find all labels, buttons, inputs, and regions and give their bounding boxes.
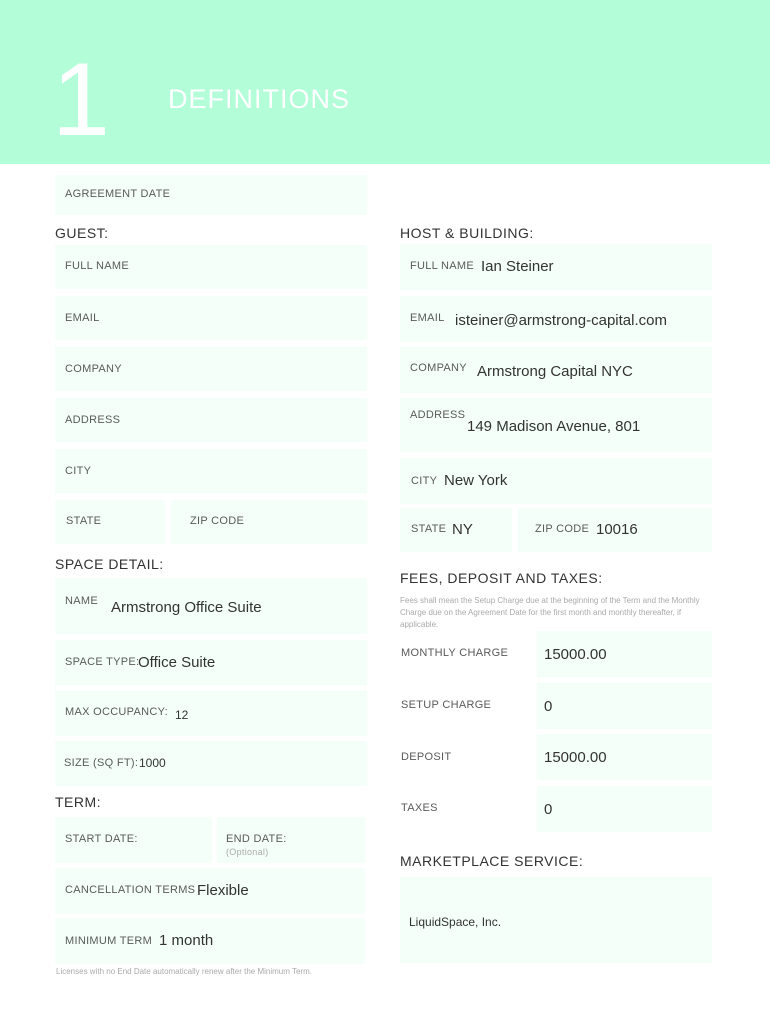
- monthly-charge-field[interactable]: [537, 631, 712, 677]
- host-zip-value: 10016: [596, 521, 638, 538]
- monthly-charge-label: MONTHLY CHARGE: [401, 647, 509, 659]
- monthly-charge-value: 15000.00: [544, 646, 607, 663]
- guest-city-field[interactable]: [55, 449, 367, 493]
- cancellation-terms-label: CANCELLATION TERMS: [65, 884, 196, 896]
- guest-state-field[interactable]: [55, 500, 165, 544]
- max-occupancy-field[interactable]: [55, 691, 367, 736]
- end-date-label: END DATE:: [226, 833, 287, 845]
- agreement-date-label: AGREEMENT DATE: [65, 188, 171, 200]
- host-company-label: COMPANY: [410, 362, 467, 374]
- guest-company-field[interactable]: [55, 347, 367, 391]
- host-state-value: NY: [452, 521, 473, 538]
- section-number: 1: [52, 42, 110, 158]
- space-type-label: SPACE TYPE:: [65, 656, 140, 668]
- host-state-field[interactable]: [400, 508, 512, 552]
- size-label: SIZE (SQ FT):: [64, 757, 139, 769]
- fees-heading: FEES, DEPOSIT AND TAXES:: [400, 570, 603, 586]
- start-date-field[interactable]: [55, 817, 212, 863]
- deposit-field[interactable]: [537, 734, 712, 780]
- host-city-field[interactable]: [400, 458, 712, 504]
- host-address-label: ADDRESS: [410, 409, 466, 421]
- deposit-label: DEPOSIT: [401, 751, 452, 763]
- space-type-value: Office Suite: [138, 654, 216, 671]
- cancellation-terms-value: Flexible: [197, 882, 249, 899]
- guest-full-name-field[interactable]: [55, 245, 367, 289]
- marketplace-field[interactable]: [400, 877, 712, 963]
- host-city-value: New York: [444, 472, 508, 489]
- guest-state-label: STATE: [66, 515, 102, 527]
- max-occupancy-label: MAX OCCUPANCY:: [65, 706, 169, 718]
- fees-note: Fees shall mean the Setup Charge due at the beginning of the Term and the Monthly Charge due on the Agreement Date for the first month and monthly thereafter, if applicable.: [400, 596, 700, 629]
- host-full-name-field[interactable]: [400, 244, 712, 290]
- setup-charge-field[interactable]: [537, 683, 712, 729]
- taxes-label: TAXES: [401, 802, 438, 814]
- deposit-value: 15000.00: [544, 749, 607, 766]
- guest-zip-field[interactable]: [171, 500, 367, 544]
- term-note: Licenses with no End Date automatically renew after the Minimum Term.: [56, 967, 312, 976]
- end-date-optional: (Optional): [226, 847, 269, 857]
- guest-city-label: CITY: [65, 465, 92, 477]
- host-email-field[interactable]: [400, 296, 712, 342]
- host-full-name-value: Ian Steiner: [481, 258, 554, 275]
- size-value: 1000: [139, 756, 166, 770]
- section-title: DEFINITIONS: [168, 84, 351, 114]
- host-company-value: Armstrong Capital NYC: [477, 363, 633, 380]
- guest-full-name-label: FULL NAME: [65, 260, 130, 272]
- host-state-label: STATE: [411, 523, 447, 535]
- end-date-field[interactable]: [217, 817, 365, 863]
- host-company-field[interactable]: [400, 347, 712, 393]
- start-date-label: START DATE:: [65, 833, 138, 845]
- agreement-date-field[interactable]: [55, 175, 367, 215]
- guest-heading: GUEST:: [55, 225, 109, 241]
- section-banner: [0, 0, 770, 164]
- max-occupancy-value: 12: [175, 708, 189, 722]
- space-type-field[interactable]: [55, 640, 367, 685]
- size-field[interactable]: [55, 741, 367, 786]
- host-heading: HOST & BUILDING:: [400, 225, 534, 241]
- taxes-value: 0: [544, 801, 553, 818]
- minimum-term-field[interactable]: [55, 918, 365, 964]
- cancellation-terms-field[interactable]: [55, 868, 365, 914]
- host-zip-label: ZIP CODE: [535, 523, 590, 535]
- host-email-value: isteiner@armstrong-capital.com: [455, 312, 667, 329]
- host-email-label: EMAIL: [410, 312, 445, 324]
- space-name-field[interactable]: [55, 578, 367, 634]
- marketplace-heading: MARKETPLACE SERVICE:: [400, 853, 584, 869]
- guest-email-label: EMAIL: [65, 312, 100, 324]
- guest-address-label: ADDRESS: [65, 414, 121, 426]
- space-name-label: NAME: [65, 595, 98, 607]
- taxes-field[interactable]: [537, 786, 712, 832]
- guest-zip-label: ZIP CODE: [190, 515, 245, 527]
- setup-charge-value: 0: [544, 698, 553, 715]
- guest-email-field[interactable]: [55, 296, 367, 340]
- setup-charge-label: SETUP CHARGE: [401, 699, 492, 711]
- minimum-term-label: MINIMUM TERM: [65, 935, 153, 947]
- marketplace-value: LiquidSpace, Inc.: [409, 915, 502, 929]
- host-city-label: CITY: [411, 475, 438, 487]
- space-heading: SPACE DETAIL:: [55, 556, 164, 572]
- host-zip-field[interactable]: [518, 508, 712, 552]
- guest-company-label: COMPANY: [65, 363, 122, 375]
- guest-address-field[interactable]: [55, 398, 367, 442]
- host-address-field[interactable]: [400, 398, 712, 452]
- host-full-name-label: FULL NAME: [410, 260, 475, 272]
- term-heading: TERM:: [55, 794, 102, 810]
- space-name-value: Armstrong Office Suite: [111, 599, 262, 616]
- host-address-value: 149 Madison Avenue, 801: [467, 418, 641, 435]
- minimum-term-value: 1 month: [159, 932, 214, 949]
